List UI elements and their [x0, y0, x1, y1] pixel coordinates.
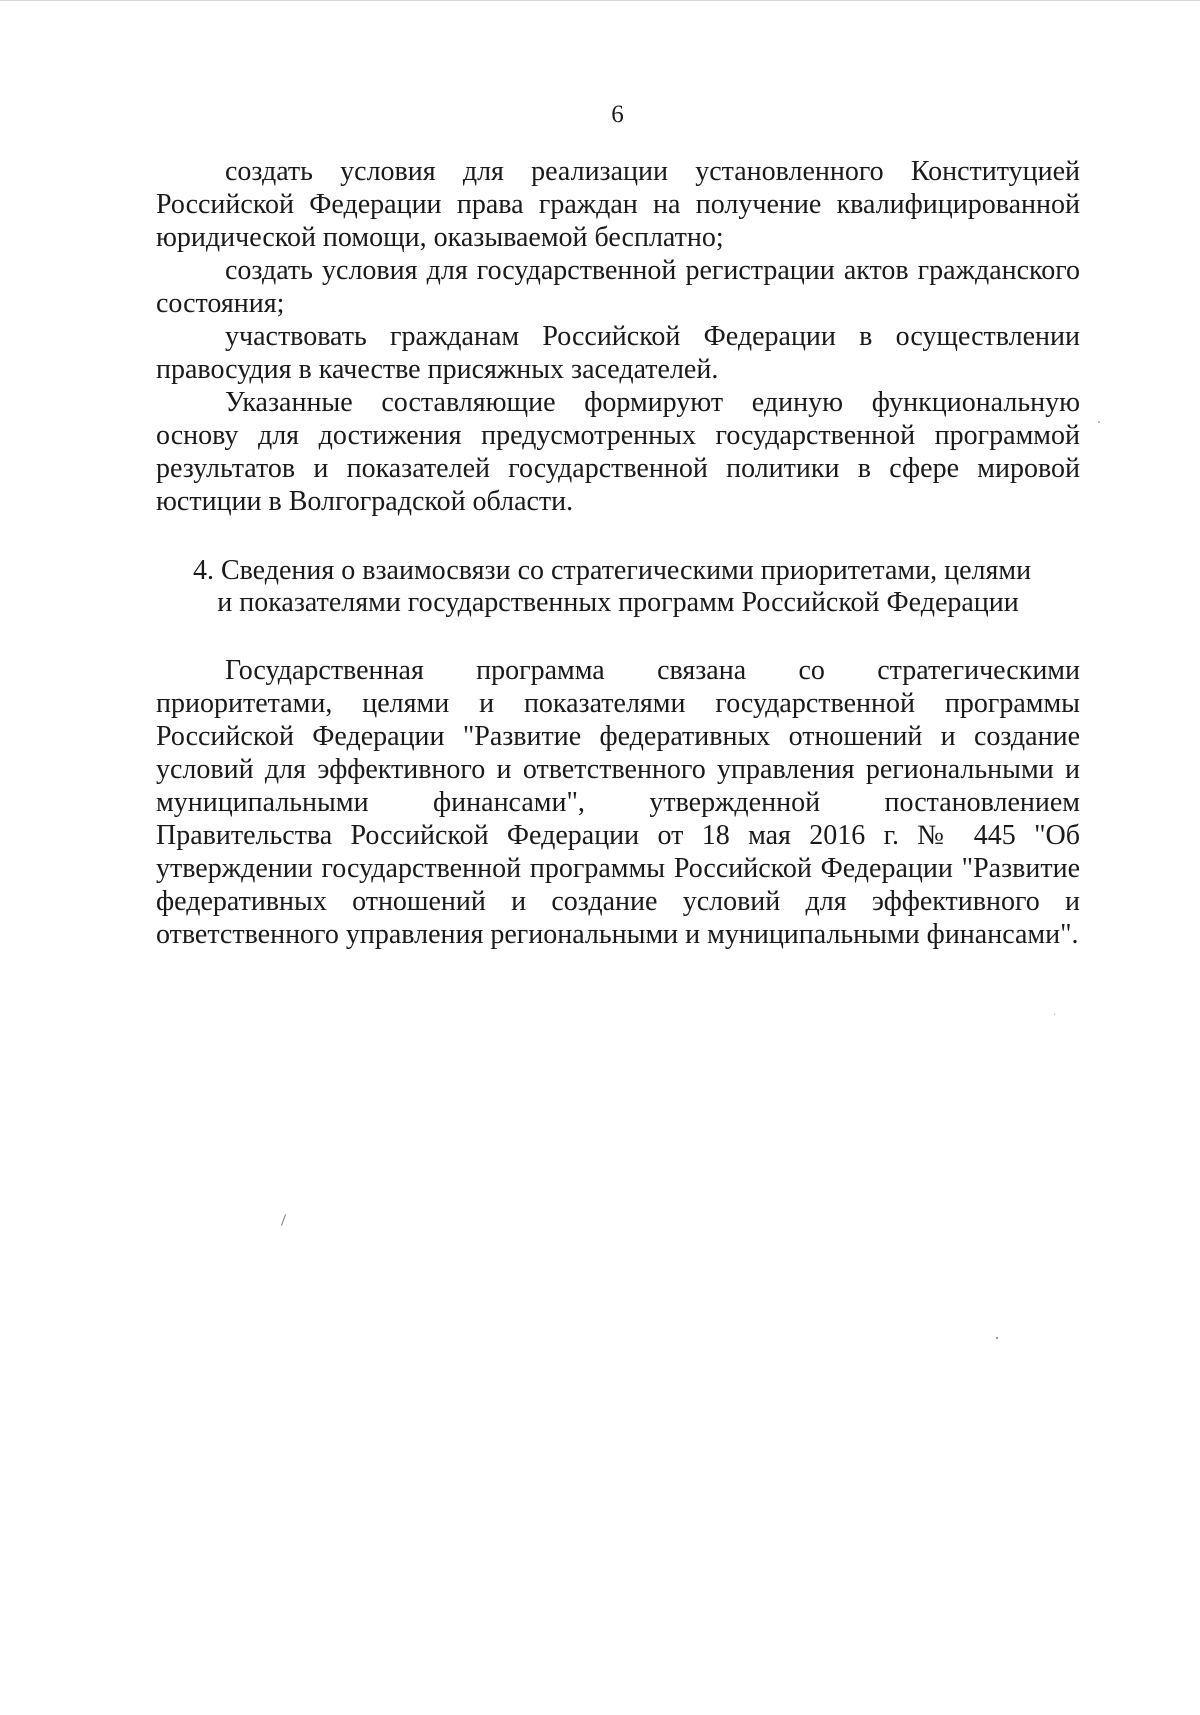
scan-speck [281, 1214, 286, 1226]
paragraph-civil-registration: создать условия для государственной регистрации актов гражданского состояния; [156, 255, 1080, 319]
body-text-top [156, 155, 1080, 518]
paragraph-program-link: Государственная программа связана со стратегическими приоритетами, целями и показателями государственной программы Российской Федерации "Развитие федеративных отношений и создание условий для эффективного и ответственного управления региональными и муниципальными финансами", утвержденной постановлением Правительства Российской Федерации от 18 мая 2016 г. № 445 "Об утверждении государственной программы Российской Федерации "Развитие федеративных отношений и создание условий для эффективного и ответственного управления региональными и муниципальными финансами". [156, 655, 1080, 950]
scan-speck [1054, 1013, 1055, 1015]
paragraph-legal-aid: создать условия для реализации установленного Конституцией Российской Федерации права граждан на получение квалифицированной юридической помощи, оказываемой бесплатно; [156, 156, 1080, 253]
paragraph-functional-basis: Указанные составляющие формируют единую функциональную основу для достижения предусмотренных государственной программой результатов и показателей государственной политики в сфере мировой юстиции в Волгоградской области. [156, 387, 1080, 517]
page-number: 6 [611, 101, 624, 128]
scan-speck [996, 1337, 998, 1339]
section-heading-line-1: 4. Сведения о взаимосвязи со стратегическими приоритетами, целями [192, 555, 1032, 586]
scan-speck [1098, 421, 1100, 423]
section-heading-line-2: и показателями государственных программ Российской Федерации [217, 587, 1019, 618]
body-text-bottom [156, 654, 1080, 951]
section-heading [156, 555, 1080, 619]
paragraph-jurors: участвовать гражданам Российской Федерации в осуществлении правосудия в качестве присяжных заседателей. [156, 321, 1080, 385]
